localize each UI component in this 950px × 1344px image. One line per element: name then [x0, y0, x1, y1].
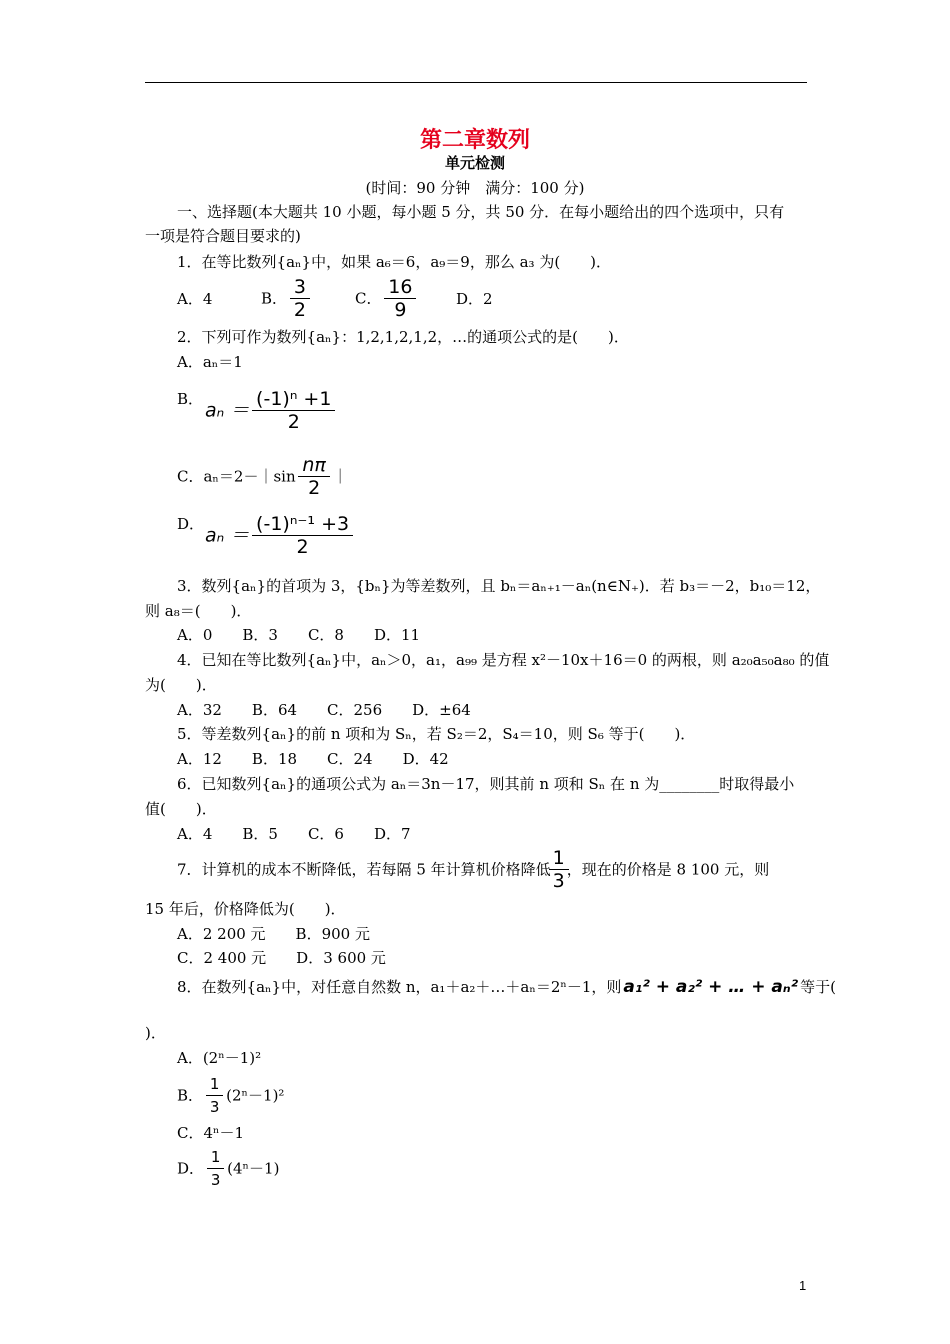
q8-option-d: D． $\frac{1}{3}$ (4ⁿ－1) [177, 1148, 280, 1189]
q3-stem-line1: 3．数列{aₙ}的首项为 3，{bₙ}为等差数列，且 bₙ＝aₙ₊₁－aₙ(n∈N₊)．若 b₃＝－2，b₁₀＝12， [177, 577, 821, 595]
section-intro-line1: 一、选择题(本大题共 10 小题，每小题 5 分，共 50 分．在每小题给出的四个选项中，只有 [177, 203, 785, 221]
header-rule [145, 82, 807, 83]
q4-stem-line1: 4．已知在等比数列{aₙ}中，aₙ＞0，a₁，a₉₉ 是方程 x²－10x＋16＝0 的两根，则 a₂₀a₅₀a₈₀ 的值 [177, 651, 830, 669]
q2-option-a: A．aₙ＝1 [177, 353, 243, 371]
q3-options: A．0 B．3 C．8 D．11 [177, 626, 421, 644]
q1-option-a: A．4 [177, 290, 213, 308]
q1-stem: 1．在等比数列{aₙ}中，如果 a₆＝6，a₉＝9，那么 a₃ 为( )． [177, 253, 612, 271]
q2-option-d-label: D． [177, 515, 205, 533]
q2-stem: 2．下列可作为数列{aₙ}：1,2,1,2,1,2，…的通项公式的是( )． [177, 328, 629, 346]
q5-options: A．12 B．18 C．24 D．42 [177, 750, 449, 768]
unit-test-subtitle: 单元检测 [444, 154, 505, 172]
time-score-info: (时间：90 分钟 满分：100 分) [365, 179, 585, 197]
q2-option-b-label: B． [177, 390, 204, 408]
q4-stem-line2: 为( )． [145, 676, 217, 694]
q6-options: A．4 B．5 C．6 D．7 [177, 825, 411, 843]
q8-option-c: C．4ⁿ－1 [177, 1124, 245, 1142]
q2-option-d-formula: aₙ ＝ $\frac{\text{(-1)ⁿ⁻¹ +3}}{2}$ [205, 513, 351, 558]
q1-option-b: B． $\frac{3}{2}$ [261, 276, 308, 321]
q6-stem-line1: 6．已知数列{aₙ}的通项公式为 aₙ＝3n－17，则其前 n 项和 Sₙ 在 n 为________时取得最小 [177, 775, 795, 793]
q7-options-row2: C．2 400 元 D．3 600 元 [177, 949, 386, 967]
chapter-title: 第二章数列 [419, 127, 530, 153]
q2-option-b-formula: aₙ ＝ $\frac{\text{(-1)ⁿ +1}}{2}$ [205, 388, 333, 433]
q7-stem-line2: 15 年后，价格降低为( )． [145, 900, 346, 918]
q8-option-a: A．(2ⁿ－1)² [177, 1049, 262, 1067]
q6-stem-line2: 值( )． [145, 800, 217, 818]
q2-option-c: C．aₙ＝2－｜sin $\frac{n\pi}{2}$ ｜ [177, 454, 348, 499]
q1-option-d: D．2 [456, 290, 493, 308]
q5-stem: 5．等差数列{aₙ}的前 n 项和为 Sₙ，若 S₂＝2，S₄＝10，则 S₆ 等于( )． [177, 725, 696, 743]
q1-option-c: C． $\frac{16}{9}$ [355, 276, 414, 321]
q7-options-row1: A．2 200 元 B．900 元 [177, 925, 370, 943]
q8-option-b: B． $\frac{1}{3}$ (2ⁿ－1)² [177, 1075, 285, 1116]
section-intro-line2: 一项是符合题目要求的) [145, 227, 301, 245]
q7-stem-line1: 7．计算机的成本不断降低，若每隔 5 年计算机价格降低 $\frac{1}{3}$ ，现在的价格是 8 100 元，则 [177, 847, 770, 892]
page-number: 1 [799, 1278, 807, 1293]
q8-stem-line2: )． [145, 1024, 166, 1042]
q4-options: A．32 B．64 C．256 D．±64 [177, 701, 471, 719]
q8-stem-line1: 8．在数列{aₙ}中，对任意自然数 n，a₁＋a₂＋…＋aₙ＝2ⁿ－1，则 a₁² + a₂² + … + aₙ² 等于( [177, 977, 836, 997]
q3-stem-line2: 则 a₈＝( )． [145, 602, 252, 620]
